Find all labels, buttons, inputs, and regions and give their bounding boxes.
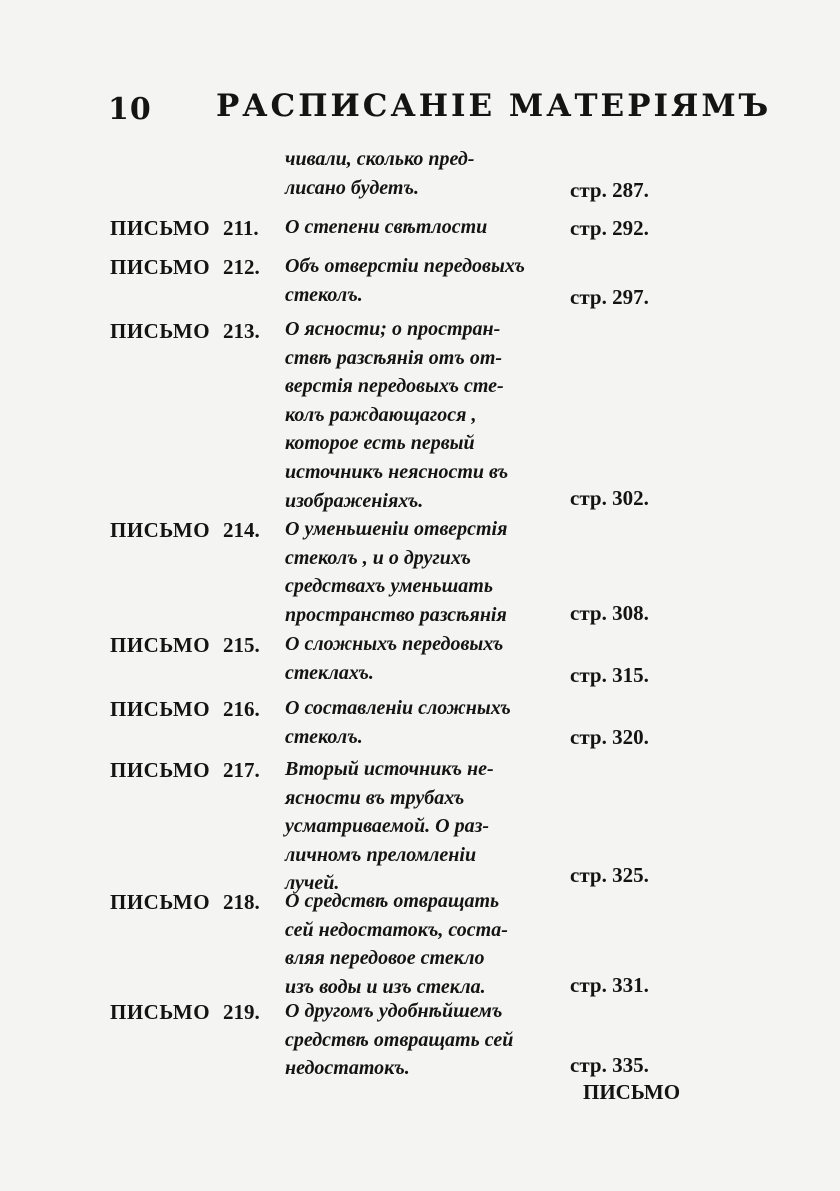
- entry-title: [285, 252, 570, 309]
- entry-title: [285, 213, 570, 242]
- title-line: ясности въ трубахъ: [285, 786, 465, 809]
- letter-number: 211.: [223, 216, 259, 240]
- page-reference: стр. 335.: [570, 1053, 649, 1077]
- letter-label: ПИСЬМО: [110, 518, 211, 542]
- letter-number: 216.: [223, 697, 260, 721]
- title-line: верстія передовыхъ сте-: [285, 375, 504, 398]
- title-line: О ясности; о простран-: [285, 318, 501, 340]
- title-line: средствахъ уменьшать: [285, 575, 494, 598]
- title-line: О степени свѣтлости: [285, 216, 488, 238]
- title-line: источникъ неясности въ: [285, 460, 509, 483]
- entry-title: [285, 630, 570, 687]
- title-line: О средствѣ отвращать: [285, 890, 500, 912]
- title-line: стеклахъ.: [285, 661, 374, 684]
- letter-number: 214.: [223, 518, 260, 542]
- title-line: лисано будетъ.: [285, 176, 420, 199]
- page-reference: стр. 302.: [570, 486, 649, 510]
- letter-label: ПИСЬМО: [110, 216, 211, 240]
- title-line: личномъ преломленіи: [285, 843, 477, 866]
- letter-label: ПИСЬМО: [110, 255, 211, 279]
- entry-title: [285, 145, 570, 202]
- entry-title: [285, 694, 570, 751]
- page-reference: стр. 325.: [570, 863, 649, 887]
- title-line: колъ раждающагося ,: [285, 403, 477, 426]
- title-line: которое есть первый: [285, 432, 475, 455]
- letter-label: ПИСЬМО: [110, 319, 211, 343]
- letter-label: ПИСЬМО: [110, 633, 211, 657]
- title-line: О уменьшеніи отверстія: [285, 518, 508, 540]
- title-line: недостатокъ.: [285, 1057, 410, 1080]
- title-line: О другомъ удобнѣйшемъ: [285, 1000, 503, 1022]
- title-line: изъ воды и изъ стекла.: [285, 975, 486, 998]
- letter-label: ПИСЬМО: [110, 758, 211, 782]
- letter-number: 213.: [223, 319, 260, 343]
- entry-title: [285, 755, 570, 898]
- letter-number: 218.: [223, 890, 260, 914]
- title-line: ствѣ разсѣянія отъ от-: [285, 346, 503, 369]
- title-line: стеколъ.: [285, 283, 363, 306]
- title-line: чивали, сколько пред-: [285, 148, 475, 170]
- page-reference: стр. 315.: [570, 663, 649, 687]
- letter-label: ПИСЬМО: [110, 1000, 211, 1024]
- page-reference: стр. 308.: [570, 601, 649, 625]
- letter-label: ПИСЬМО: [110, 697, 211, 721]
- title-line: вляя передовое стекло: [285, 947, 485, 970]
- title-line: изображеніяхъ.: [285, 489, 424, 512]
- page-reference: стр. 292.: [570, 216, 649, 240]
- page-reference: стр. 320.: [570, 725, 649, 749]
- page-reference: стр. 297.: [570, 285, 649, 309]
- page-reference: стр. 287.: [570, 178, 649, 202]
- page-reference: стр. 331.: [570, 973, 649, 997]
- title-line: пространство разсѣянія: [285, 603, 507, 626]
- title-line: средствѣ отвращать сей: [285, 1028, 514, 1051]
- letter-label: ПИСЬМО: [110, 890, 211, 914]
- catchword: ПИСЬМО: [583, 1080, 681, 1104]
- title-line: стеколъ , и о другихъ: [285, 546, 471, 569]
- title-line: сей недостатокъ, соста-: [285, 918, 508, 941]
- letter-number: 212.: [223, 255, 260, 279]
- page-number: 10: [108, 92, 152, 127]
- letter-number: 217.: [223, 758, 260, 782]
- entry-title: [285, 997, 570, 1083]
- title-line: О составленіи сложныхъ: [285, 697, 511, 719]
- title-line: О сложныхъ передовыхъ: [285, 633, 504, 655]
- title-line: Объ отверстіи передовыхъ: [285, 255, 525, 277]
- letter-number: 219.: [223, 1000, 260, 1024]
- title-line: Вторый источникъ не-: [285, 758, 494, 780]
- entry-title: [285, 315, 570, 515]
- title-line: стеколъ.: [285, 725, 363, 748]
- entry-title: [285, 887, 570, 1001]
- title-line: усматриваемой. О раз-: [285, 815, 490, 838]
- running-title: РАСПИСАНІЕ МАТЕРІЯМЪ: [216, 88, 772, 124]
- entry-title: [285, 515, 570, 629]
- title-line: лучей.: [285, 872, 340, 895]
- letter-number: 215.: [223, 633, 260, 657]
